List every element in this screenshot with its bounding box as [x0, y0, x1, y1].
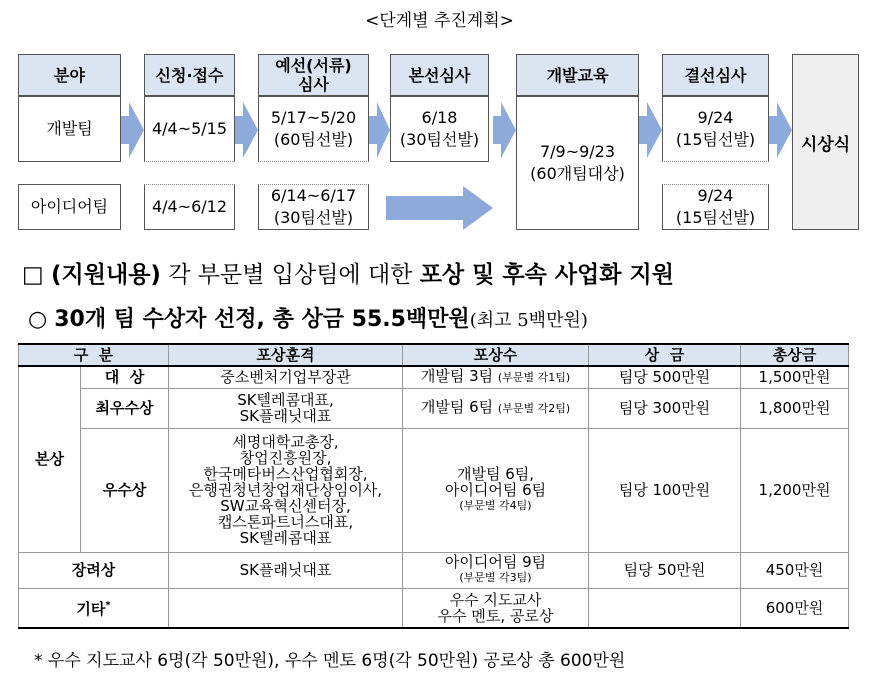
count-note: (부문별 각3팀): [459, 571, 532, 584]
honor-cell: 중소벤처기업부장관: [169, 366, 403, 388]
table-row: [19, 388, 849, 428]
table-row: [19, 428, 849, 552]
category-cell: 최우수상: [81, 388, 169, 428]
dev-apply: 4/4~5/15: [144, 96, 235, 162]
bullet-icon: ○: [28, 307, 48, 332]
header-prelim: 예선(서류) 심사: [258, 54, 369, 96]
table-row: [19, 552, 849, 588]
dev-main-round: 6/18 (30팀선발): [390, 96, 489, 162]
table-row: [19, 588, 849, 628]
group-main: 본상: [19, 366, 81, 552]
dev-prelim: 5/17~5/20 (60팀선발): [258, 96, 369, 162]
count-text: 개발팀 6팀: [420, 398, 494, 416]
table-row: [19, 366, 849, 388]
idea-apply: 4/4~6/12: [144, 184, 235, 230]
total-cell: 1,800만원: [741, 388, 849, 428]
arrow-icon: [493, 102, 516, 158]
section-paren: (지원내용): [51, 262, 161, 288]
total-cell: 600만원: [741, 588, 849, 628]
dev-final-round: 9/24 (15팀선발): [662, 96, 769, 162]
honor-cell: 세명대학교총장, 창업진흥원장, 한국메타버스산업협회장, 은행권청년창업재단상임이사, SW교육혁신센터장, 캡스톤파트너스대표, SK텔레콤대표: [169, 428, 403, 552]
section-mid: 각 부문별 입상팀에 대한: [168, 262, 413, 288]
prize-cell: 팀당 50만원: [589, 552, 741, 588]
section-heading: [22, 256, 674, 289]
flow-title: <단계별 추진계획>: [365, 11, 514, 31]
long-arrow-icon: [386, 186, 493, 230]
category-text: 기타: [76, 600, 106, 619]
count-note: (부문별 각2팀): [497, 402, 571, 415]
training-period: 7/9~9/23 (60개팀대상): [516, 96, 639, 230]
category-sup: *: [105, 600, 111, 612]
checkbox-icon: □: [22, 262, 44, 288]
category-cell: 장려상: [19, 552, 169, 588]
th-honor: 포상훈격: [169, 344, 403, 366]
category-cell: 대 상: [81, 366, 169, 388]
header-apply: 신청·접수: [144, 54, 235, 96]
idea-final-round: 9/24 (15팀선발): [662, 184, 769, 230]
arrow-icon: [121, 102, 144, 158]
count-note: (부문별 각1팀): [497, 371, 571, 385]
footnote: * 우수 지도교사 6명(각 50만원), 우수 멘토 6명(각 50만원) 공로상 총 600만원: [34, 651, 626, 671]
count-cell: 우수 지도교사 우수 멘토, 공로상: [403, 588, 589, 628]
award-table: [18, 343, 849, 629]
category-cell: 우수상: [81, 428, 169, 552]
arrow-icon: [369, 102, 390, 158]
total-cell: 450만원: [741, 552, 849, 588]
header-field: 분야: [18, 54, 121, 96]
count-cell: [403, 428, 589, 552]
count-cell: [403, 388, 589, 428]
bullet-aside: (최고 5백만원): [469, 310, 588, 331]
header-main-round: 본선심사: [390, 54, 489, 96]
row-label-dev: 개발팀: [18, 96, 121, 162]
count-cell: [403, 366, 589, 388]
header-training: 개발교육: [516, 54, 639, 96]
th-prize: 상 금: [589, 344, 741, 366]
arrow-icon: [769, 102, 792, 158]
prize-cell: 팀당 100만원: [589, 428, 741, 552]
count-cell: [403, 552, 589, 588]
table-header-row: [19, 344, 849, 366]
prize-cell: 팀당 300만원: [589, 388, 741, 428]
honor-cell: [169, 588, 403, 628]
th-category: 구 분: [19, 344, 169, 366]
prize-cell: 팀당 500만원: [589, 366, 741, 388]
count-text: 아이디어팀 9팀: [444, 553, 547, 571]
category-cell: [19, 588, 169, 628]
bullet-line: [28, 302, 588, 333]
count-text: 개발팀 3팀: [420, 367, 494, 386]
section-bold: 포상 및 후속 사업화 지원: [419, 262, 674, 288]
header-final-round: 결선심사: [662, 54, 769, 96]
th-count: 포상수: [403, 344, 589, 366]
ceremony-box: 시상식: [792, 54, 859, 230]
arrow-icon: [639, 102, 662, 158]
honor-cell: SK텔레콤대표, SK플래닛대표: [169, 388, 403, 428]
honor-cell: SK플래닛대표: [169, 552, 403, 588]
arrow-icon: [235, 102, 258, 158]
th-total: 총상금: [741, 344, 849, 366]
row-label-idea: 아이디어팀: [18, 184, 121, 230]
idea-prelim: 6/14~6/17 (30팀선발): [258, 184, 369, 230]
count-text: 개발팀 6팀, 아이디어팀 6팀: [444, 465, 547, 499]
prize-cell: [589, 588, 741, 628]
total-cell: 1,200만원: [741, 428, 849, 552]
count-note: (부문별 각4팀): [459, 499, 532, 512]
bullet-text: 30개 팀 수상자 선정, 총 상금 55.5백만원: [54, 307, 470, 332]
total-cell: 1,500만원: [741, 366, 849, 388]
